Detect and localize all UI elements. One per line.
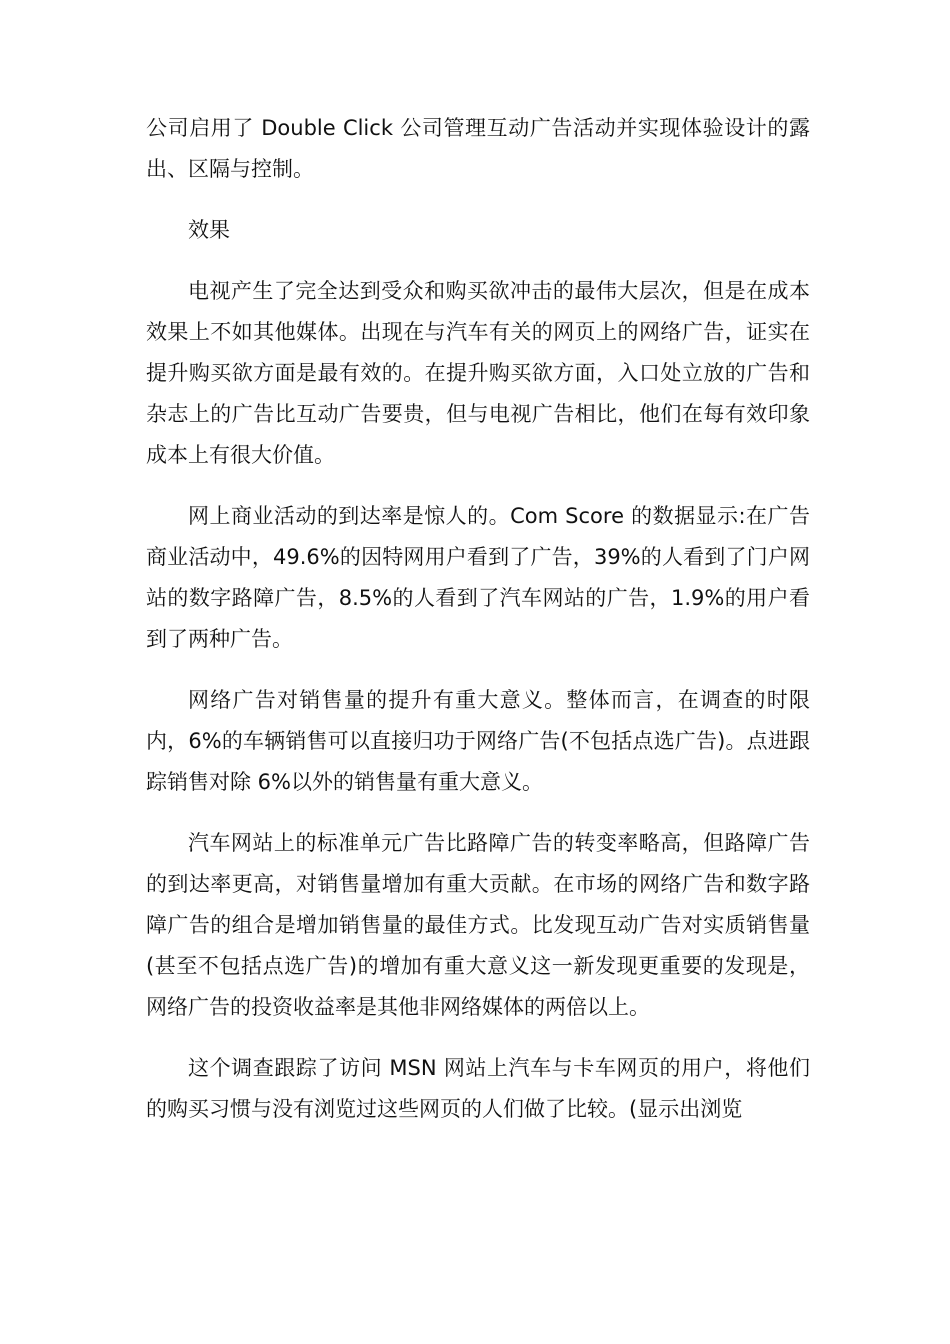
paragraph-conversion: 汽车网站上的标准单元广告比路障广告的转变率略高，但路障广告的到达率更高，对销售量增加有重大贡献。在市场的网络广告和数字路障广告的组合是增加销售量的最佳方式。比发现互动广告对实质销售量(甚至不包括点选广告)的增加有重大意义这一新发现更重要的发现是，网络广告的投资收益率是其他非网络媒体的两倍以上。 [146, 831, 810, 1019]
paragraph-intro: 公司启用了 Double Click 公司管理互动广告活动并实现体验设计的露出、区隔与控制。 [146, 116, 810, 181]
paragraph-msn-study: 这个调查跟踪了访问 MSN 网站上汽车与卡车网页的用户，将他们的购买习惯与没有浏览过这些网页的人们做了比较。(显示出浏览 [146, 1056, 810, 1121]
section-heading-effect: 效果 [188, 218, 230, 242]
document-body [146, 108, 810, 1130]
paragraph-reach-stats: 网上商业活动的到达率是惊人的。Com Score 的数据显示:在广告商业活动中，49.6%的因特网用户看到了广告，39%的人看到了门户网站的数字路障广告，8.5%的人看到了汽车网站的广告，1.9%的用户看到了两种广告。 [146, 504, 810, 651]
paragraph-sales-lift: 网络广告对销售量的提升有重大意义。整体而言，在调查的时限内，6%的车辆销售可以直接归功于网络广告(不包括点选广告)。点进跟踪销售对除 6%以外的销售量有重大意义。 [146, 688, 810, 794]
paragraph-tv-effect: 电视产生了完全达到受众和购买欲冲击的最伟大层次，但是在成本效果上不如其他媒体。出现在与汽车有关的网页上的网络广告，证实在提升购买欲方面是最有效的。在提升购买欲方面，入口处立放的广告和杂志上的广告比互动广告要贵，但与电视广告相比，他们在每有效印象成本上有很大价值。 [146, 279, 810, 467]
